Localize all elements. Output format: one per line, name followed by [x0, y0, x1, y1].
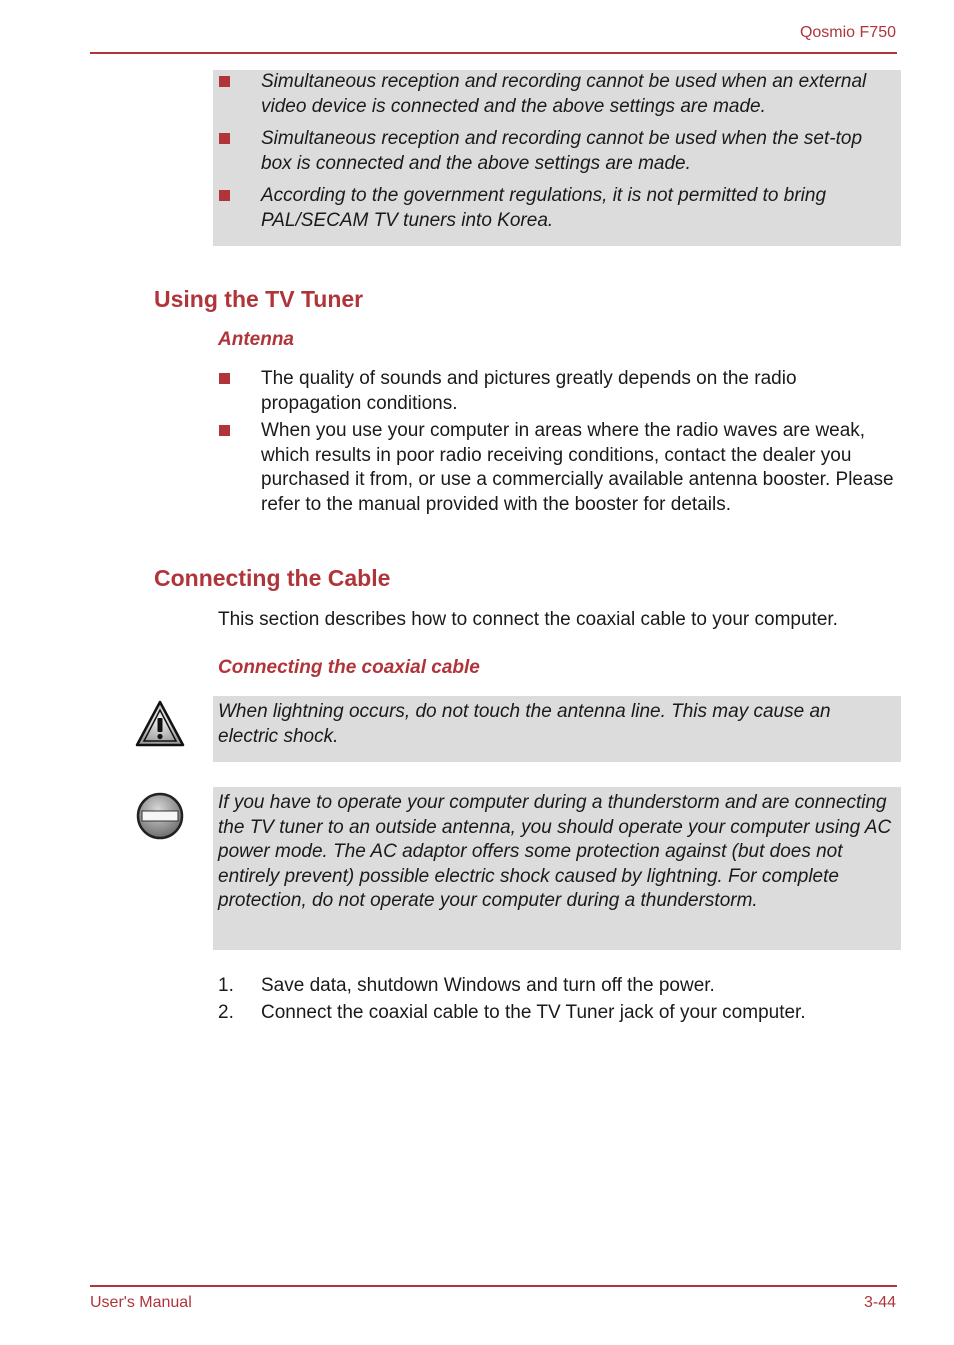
warning-text: When lightning occurs, do not touch the antenna line. This may cause an electric shock.: [218, 701, 831, 747]
bullet-square-icon: [219, 76, 230, 87]
warning-box: [213, 696, 901, 762]
bullet-square-icon: [219, 190, 230, 201]
document-header-title: Qosmio F750: [799, 24, 896, 41]
list-item: According to the government regulations, it is not permitted to bring PAL/SECAM TV tuners into Korea.: [213, 184, 893, 233]
list-item: When you use your computer in areas where the radio waves are weak, which results in poor radio receiving conditions, contact the dealer you purchased it from, or use a commercially available antenna booster. Please refer to the manual provided with the booster for details.: [213, 419, 898, 517]
bullet-square-icon: [219, 133, 230, 144]
top-note-box: [213, 70, 901, 246]
header-rule: [90, 52, 897, 54]
section-intro-text: This section describes how to connect the coaxial cable to your computer.: [218, 609, 838, 630]
warning-icon: [134, 698, 186, 750]
footer-rule: [90, 1285, 897, 1287]
subheading-coaxial-cable: Connecting the coaxial cable: [218, 657, 480, 678]
top-note-list: [213, 70, 893, 233]
caution-box: [213, 787, 901, 950]
list-item: Simultaneous reception and recording cannot be used when an external video device is connected and the above settings are made.: [213, 70, 893, 119]
list-item: Simultaneous reception and recording cannot be used when the set-top box is connected and the above settings are made.: [213, 127, 893, 176]
antenna-list: [213, 367, 898, 517]
list-item: The quality of sounds and pictures greatly depends on the radio propagation conditions.: [213, 367, 898, 416]
page-number: 3-44: [863, 1294, 896, 1311]
caution-text: If you have to operate your computer during a thunderstorm and are connecting the TV tuner to an outside antenna, you should operate your computer using AC power mode. The AC adaptor offers some protection against (but does not entirely prevent) possible electric shock caused by lightning. For complete protection, do not operate your computer during a thunderstorm.: [218, 792, 892, 911]
bullet-square-icon: [219, 373, 230, 384]
subheading-antenna: Antenna: [218, 329, 294, 350]
list-item: 2. Connect the coaxial cable to the TV Tuner jack of your computer.: [218, 1001, 806, 1023]
section-heading-tv-tuner: Using the TV Tuner: [154, 286, 364, 312]
section-heading-connecting-cable: Connecting the Cable: [154, 565, 391, 591]
caution-icon: [134, 790, 186, 842]
bullet-square-icon: [219, 425, 230, 436]
steps-list: [218, 974, 898, 1027]
list-item: 1. Save data, shutdown Windows and turn off the power.: [218, 975, 715, 996]
footer-manual-label: User's Manual: [90, 1294, 192, 1311]
